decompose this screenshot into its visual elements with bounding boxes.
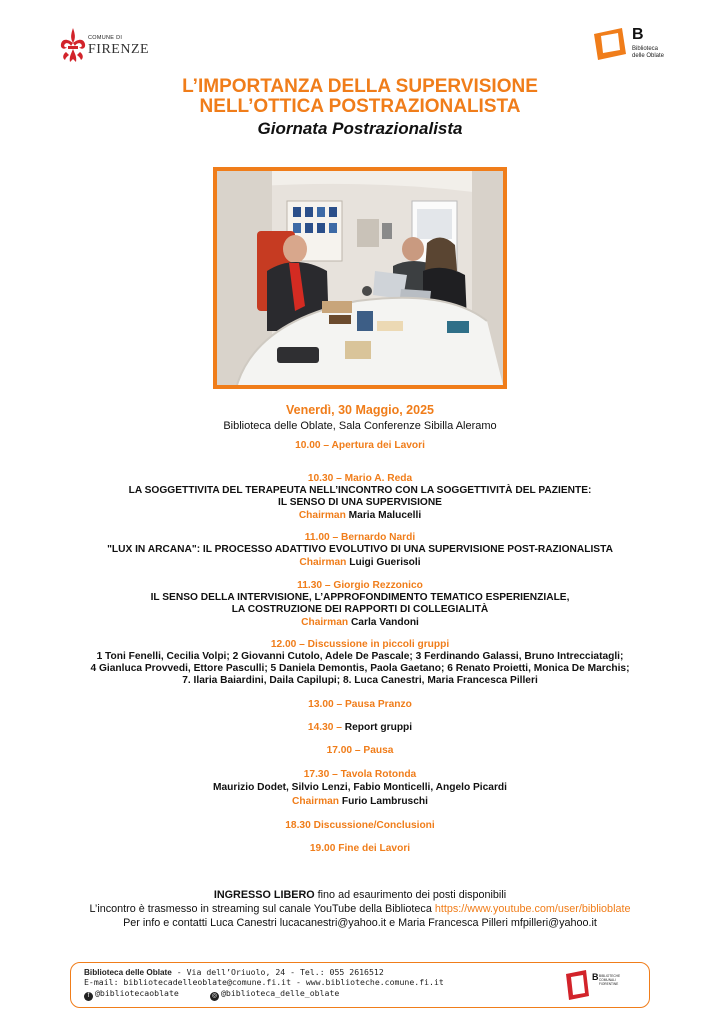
oblate-line2: delle Oblate [632, 53, 665, 59]
session-2-chair [0, 557, 720, 569]
session-3-chair [0, 617, 720, 629]
groups-line-3: 7. Ilaria Baiardini, Daila Capilupi; 8. Luca Canestri, Maria Francesca Pilleri [182, 675, 538, 686]
chair-label: Chairman [301, 617, 349, 628]
oblate-logo-icon [592, 28, 628, 60]
chair-name: Furio Lambruschi [341, 796, 428, 807]
event-venue: Biblioteca delle Oblate, Sala Conferenze Sibilla Aleramo [223, 420, 497, 432]
event-photo [213, 167, 507, 389]
report-time: 14.30 – [307, 722, 342, 733]
event-date: Venerdì, 30 Maggio, 2025 [286, 403, 434, 417]
firenze-label: FIRENZE [88, 41, 150, 57]
chair-name: Carla Vandoni [350, 617, 419, 628]
round-table-names: Maurizio Dodet, Silvio Lenzi, Fabio Monticelli, Angelo Picardi [213, 782, 507, 793]
streaming-text: L’incontro è trasmesso in streaming sul canale YouTube della Biblioteca [89, 903, 432, 915]
title-line-1: L’IMPORTANZA DELLA SUPERVISIONE [182, 76, 538, 97]
afternoon-pause: 17.00 – Pausa [326, 745, 394, 756]
instagram-icon: ◎ [211, 993, 218, 999]
session-2-time: 11.00 – Bernardo Nardi [304, 532, 416, 543]
session-2-title: "LUX IN ARCANA": IL PROCESSO ADATTIVO EVOLUTIVO DI UNA SUPERVISIONE POST-RAZIONALISTA [107, 544, 613, 555]
session-3-title-2: LA COSTRUZIONE DEI RAPPORTI DI COLLEGIALITÀ [231, 604, 489, 615]
report-groups [0, 722, 720, 734]
oblate-line1: Biblioteca [632, 46, 659, 52]
biblioteche-logo [564, 968, 624, 1002]
session-3-title-1: IL SENSO DELLA INTERVISIONE, L’APPROFONDIMENTO TEMATICO ESPERIENZIALE, [150, 592, 570, 603]
session-4-time: 12.00 – Discussione in piccoli gruppi [270, 639, 450, 650]
free-entry [0, 889, 720, 901]
comune-firenze-logo [58, 26, 148, 66]
opening: 10.00 – Apertura dei Lavori [295, 440, 425, 451]
free-entry-label: INGRESSO LIBERO [213, 889, 315, 901]
discussion: 18.30 Discussione/Conclusioni [285, 820, 435, 831]
logo-text-1: BIBLIOTECHE [599, 974, 621, 978]
session-1-title-2: IL SENSO DI UNA SUPERVISIONE [278, 497, 442, 508]
contacts: Per info e contatti Luca Canestri lucacanestri@yahoo.it e Maria Francesca Pilleri mfpilleri@yahoo.it [123, 917, 597, 929]
groups-line-2: 4 Gianluca Provvedi, Ettore Pasculli; 5 Daniela Demontis, Paola Gaetano; 6 Renato Proietti, Monica De Marchis; [90, 663, 630, 674]
footer-address-text: - Via dell’Oriuolo, 24 - Tel.: 055 2616512 [171, 967, 384, 977]
footer-instagram[interactable] [210, 988, 339, 1001]
facebook-icon: f [84, 992, 93, 1001]
free-entry-rest: fino ad esaurimento dei posti disponibili [317, 889, 507, 901]
round-table-time: 17.30 – Tavola Rotonda [303, 769, 417, 780]
end-of-works: 19.00 Fine dei Lavori [309, 843, 411, 854]
florence-lily-icon [58, 26, 88, 64]
instagram-handle: @biblioteca_delle_oblate [221, 988, 340, 998]
lunch-break: 13.00 – Pausa Pranzo [308, 699, 412, 710]
round-table-chair [0, 796, 720, 808]
report-label: Report gruppi [344, 722, 413, 733]
svg-text:B: B [592, 972, 599, 982]
oblate-logo [592, 26, 672, 66]
comune-label: COMUNE DI [88, 35, 123, 41]
chair-label: Chairman [299, 557, 347, 568]
chair-label: Chairman [298, 510, 346, 521]
footer-facebook[interactable] [84, 988, 179, 1001]
oblate-letter: B [632, 26, 644, 43]
logo-text-2: COMUNALI [599, 978, 616, 982]
footer-org: Biblioteca delle Oblate [84, 968, 172, 977]
session-1-title-1: LA SOGGETTIVITA DEL TERAPEUTA NELL’INCONTRO CON LA SOGGETTIVITÀ DEL PAZIENTE: [128, 485, 592, 496]
facebook-handle: @bibliotecaoblate [95, 988, 179, 998]
chair-label: Chairman [292, 796, 340, 807]
meeting-room-photo [217, 171, 503, 385]
groups-line-1: 1 Toni Fenelli, Cecilia Volpi; 2 Giovanni Cutolo, Adele De Pascale; 3 Ferdinando Galassi, Bruno Intrecciatagli; [96, 651, 624, 662]
biblioteche-logo-icon [564, 968, 624, 1002]
session-1-time: 10.30 – Mario A. Reda [307, 473, 413, 484]
subtitle: Giornata Postrazionalista [257, 119, 463, 138]
chair-name: Maria Malucelli [348, 510, 422, 521]
streaming-info [0, 903, 720, 915]
title-line-2: NELL’OTTICA POSTRAZIONALISTA [199, 96, 521, 117]
footer-email: E-mail: bibliotecadelleoblate@comune.fi.it - www.biblioteche.comune.fi.it [84, 977, 444, 987]
logo-text-3: FIORENTINE [599, 982, 619, 986]
chair-name: Luigi Guerisoli [349, 557, 421, 568]
session-1-chair [0, 510, 720, 522]
youtube-link[interactable]: https://www.youtube.com/user/biblioblate [434, 903, 631, 915]
session-3-time: 11.30 – Giorgio Rezzonico [297, 580, 423, 591]
